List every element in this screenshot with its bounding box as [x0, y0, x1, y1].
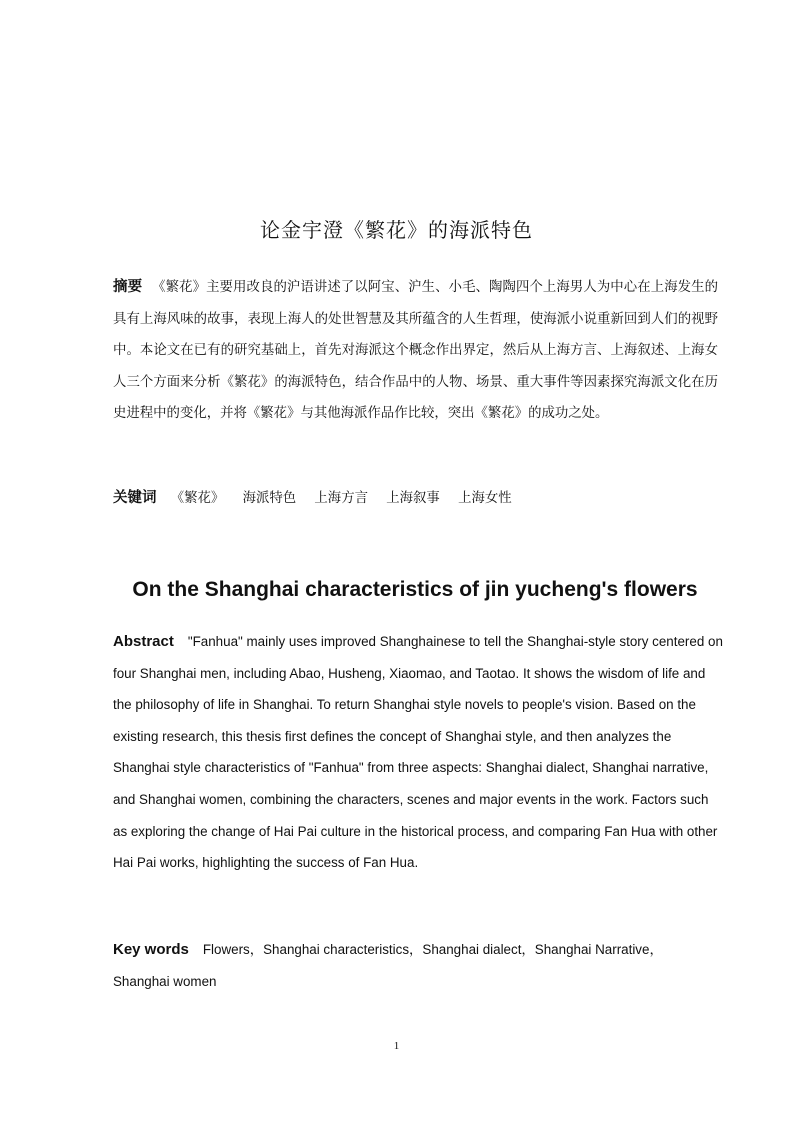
english-title: On the Shanghai characteristics of jin yucheng's flowers: [132, 578, 698, 601]
chinese-keyword: 上海叙事: [386, 491, 440, 506]
chinese-keyword: 上海方言: [314, 491, 368, 506]
english-keywords-label: Key words: [113, 941, 189, 958]
chinese-title: 论金宇澄《繁花》的海派特色: [260, 218, 533, 242]
chinese-keyword: 海派特色: [242, 491, 297, 506]
chinese-abstract: [113, 272, 718, 430]
chinese-keyword: 上海女性: [458, 491, 512, 506]
chinese-abstract-text: 《繁花》主要用改良的沪语讲述了以阿宝、沪生、小毛、陶陶四个上海男人为中心在上海发生的具有上海风味的故事，表现上海人的处世智慧及其所蕴含的人生哲理，使海派小说重新回到人们的视野中。本论文在已有的研究基础上，首先对海派这个概念作出界定，然后从上海方言、上海叙述、上海女人三个方面来分析《繁花》的海派特色，结合作品中的人物、场景、重大事件等因素探究海派文化在历史进程中的变化，并将《繁花》与其他海派作品作比较，突出《繁花》的成功之处。: [113, 280, 719, 421]
english-abstract: [113, 626, 725, 879]
page-number: 1: [393, 1040, 400, 1052]
english-abstract-label: Abstract: [113, 633, 174, 650]
english-abstract-text: "Fanhua" mainly uses improved Shanghainese to tell the Shanghai-style story centered on four Shanghai men, including Abao, Husheng, Xiaomao, and Taotao. It shows the wisdom of life and the philosophy of life in Shanghai. To return Shanghai style novels to people's vision. Based on the existing research, this thesis first defines the concept of Shanghai style, and then analyzes the Shanghai style characteristics of "Fanhua" from three aspects: Shanghai dialect, Shanghai narrative, and Shanghai women, combining the characters, scenes and major events in the work. Factors such as exploring the change of Hai Pai culture in the historical process, and comparing Fan Hua with other Hai Pai works, highlighting the success of Fan Hua.: [113, 634, 723, 871]
chinese-keywords-label: 关键词: [113, 490, 157, 506]
english-keywords: [113, 934, 718, 997]
chinese-abstract-label: 摘要: [113, 279, 143, 295]
chinese-keyword: 《繁花》: [170, 491, 225, 506]
english-keywords-text: Flowers，Shanghai characteristics，Shanghai dialect，Shanghai Narrative，Shanghai women: [113, 942, 663, 989]
chinese-keywords: [113, 484, 718, 513]
